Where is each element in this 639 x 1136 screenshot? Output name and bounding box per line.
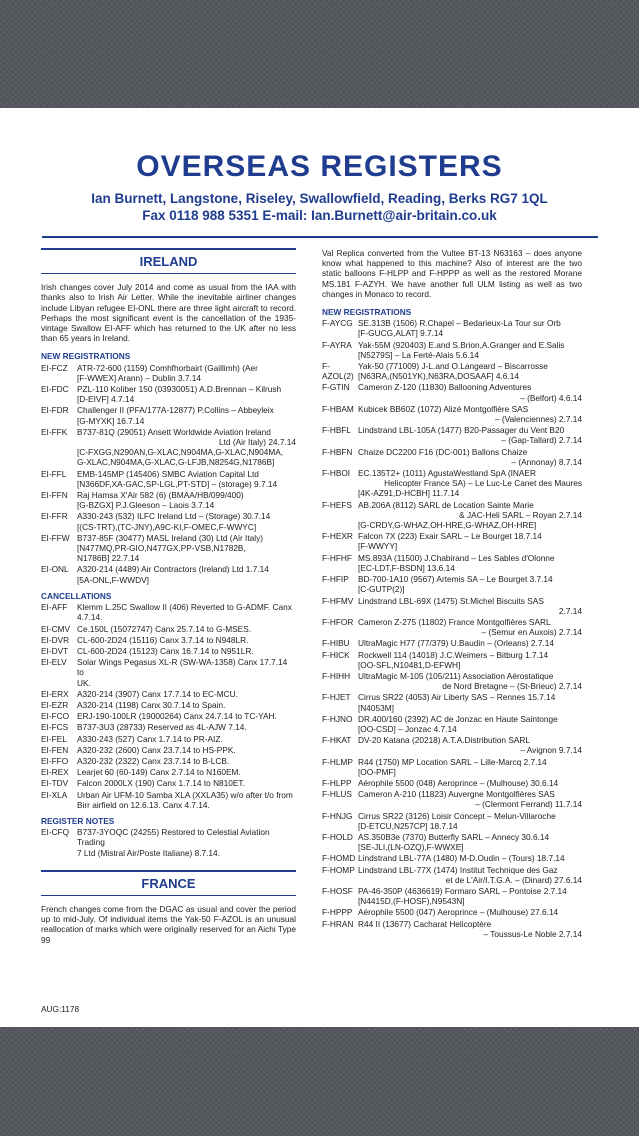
registration-entry xyxy=(322,425,582,445)
entry-line: Klemm L.25C Swallow II (406) Reverted to G-ADMF. Canx xyxy=(77,602,292,613)
entry-line: ATR-72-600 (1159) Comhfhorbairt (Gaillimh) (Aer xyxy=(77,362,258,373)
registration-mark: F-HIBU xyxy=(322,638,350,649)
entry-line: [F-WWEX] Arann) – Dublin 3.7.14 xyxy=(77,372,202,383)
entry-line: B737-81Q (29051) Ansett Worldwide Aviation Ireland xyxy=(77,426,271,437)
registration-mark: F-AYCG xyxy=(322,318,353,329)
entry-details xyxy=(358,361,582,381)
entry-line: CL-600-2D24 (15123) Canx 16.7.14 to N951LR. xyxy=(77,645,254,656)
registration-entry xyxy=(322,531,582,551)
entry-details xyxy=(77,745,296,755)
entry-line: B737-3YOQC (24255) Restored to Celestial Aviation Trading xyxy=(77,827,270,848)
entry-line: DV-20 Katana (20218) A.T.A.Distribution SARL xyxy=(358,735,531,746)
section-heading-france: FRANCE xyxy=(41,870,296,896)
entry-line: de Nord Bretagne – (St-Brieuc) 2.7.14 xyxy=(442,681,582,692)
entry-line: [OO-SFL,N10481,D-EFWH] xyxy=(358,659,461,670)
entry-details xyxy=(77,689,296,699)
entry-details xyxy=(358,811,582,831)
registration-entry xyxy=(322,553,582,573)
entry-details xyxy=(77,767,296,777)
registration-entry xyxy=(322,907,582,917)
entry-line: [EC-LDT,F-BSDN] 13.6.14 xyxy=(358,562,455,573)
registration-entry xyxy=(322,617,582,637)
cancellation-entry xyxy=(41,700,296,710)
cancellation-entry xyxy=(41,778,296,788)
registration-mark: EI-CFQ xyxy=(41,827,70,838)
registration-mark: EI-FFR xyxy=(41,511,68,522)
entry-details xyxy=(77,469,296,489)
entry-details xyxy=(77,790,296,810)
entry-details xyxy=(358,778,582,788)
registration-mark: EI-FEL xyxy=(41,733,67,744)
registration-entry xyxy=(322,318,582,338)
cancellation-entry xyxy=(41,711,296,721)
registration-entry xyxy=(322,500,582,531)
registration-mark: EI-FFW xyxy=(41,532,70,543)
entry-line: Yak-50 (771009) J-L.and O.Langeard – Biscarrosse xyxy=(358,361,548,372)
entry-line: B737-85F (30477) MASL Ireland (30) Ltd (Air Italy) xyxy=(77,532,263,543)
entry-details xyxy=(358,692,582,712)
entry-line: Kubicek BB60Z (1072) Alizé Montgolfière SAS xyxy=(358,403,529,414)
entry-details xyxy=(358,907,582,917)
entry-line: Urban Air UFM-10 Samba XLA (XXLA35) w/o after t/o from xyxy=(77,789,293,800)
entry-line: Birr airfield on 12.6.13. Canx 4.7.14. xyxy=(77,799,210,810)
entry-line: – (Belfort) 4.6.14 xyxy=(520,392,582,403)
registration-mark: F-HBFL xyxy=(322,425,352,436)
registration-mark: EI-FCS xyxy=(41,722,69,733)
entry-details xyxy=(358,638,582,648)
registration-mark: EI-REX xyxy=(41,767,69,778)
registration-entry xyxy=(41,427,296,468)
entry-details xyxy=(77,564,296,584)
registration-entry xyxy=(322,671,582,691)
left-column xyxy=(41,248,296,953)
registration-mark: F-HPPP xyxy=(322,907,353,918)
entry-line: Falcon 7X (223) Exair SARL – Le Bourget 18.7.14 xyxy=(358,531,542,542)
registration-entry xyxy=(322,404,582,424)
entry-line: MS.893A (11500) J.Chabirand – Les Sables d'Olonne xyxy=(358,552,555,563)
registration-entry xyxy=(41,533,296,564)
magazine-page xyxy=(0,108,639,1027)
registration-mark: F-HBOI xyxy=(322,468,351,479)
entry-line: Cameron A-210 (11823) Auvergne Montgolfières SAS xyxy=(358,789,555,800)
subheading-cancellations: CANCELLATIONS xyxy=(41,590,112,601)
entry-details xyxy=(77,624,296,634)
entry-line: Lindstrand LBL-77A (1480) M-D.Oudin – (Tours) 18.7.14 xyxy=(358,853,565,864)
registration-mark: F-HKAT xyxy=(322,735,352,746)
entry-line: EMB-145MP (145406) SMBC Aviation Capital Ltd xyxy=(77,468,259,479)
entry-line: [C-FXGG,N290AN,G-XLAC,N904MA,G-XLAC,N904MA, xyxy=(77,447,284,458)
registration-mark: F-HLPP xyxy=(322,777,352,788)
bottom-background-band xyxy=(0,1027,639,1136)
entry-details xyxy=(77,711,296,721)
entry-details xyxy=(77,490,296,510)
entry-line: – (Semur en Auxois) 2.7.14 xyxy=(481,627,582,638)
registration-mark: F-HFIP xyxy=(322,574,349,585)
cancellation-entry xyxy=(41,745,296,755)
entry-line: [OO-PMF] xyxy=(358,766,396,777)
registration-entry xyxy=(322,886,582,906)
entry-line: Learjet 60 (60-149) Canx 2.7.14 to N160EM. xyxy=(77,767,241,778)
entry-line: A320-214 (3907) Canx 17.7.14 to EC-MCU. xyxy=(77,688,238,699)
cancellation-entry xyxy=(41,734,296,744)
registration-mark: F-HBFN xyxy=(322,446,353,457)
registration-mark: EI-DVR xyxy=(41,634,70,645)
registration-mark: F-HFHF xyxy=(322,552,352,563)
entry-line: [F-WWYY] xyxy=(358,541,398,552)
entry-details xyxy=(358,886,582,906)
entry-line: Aérophile 5500 (047) Aeroprince – (Mulhouse) 27.6.14 xyxy=(358,907,559,918)
entry-line: Chaize DC2200 F16 (DC-001) Ballons Chaize xyxy=(358,446,528,457)
registration-entry xyxy=(322,832,582,852)
entry-details xyxy=(77,657,296,688)
entry-details xyxy=(77,511,296,531)
entry-line: – (Clermont Ferrand) 11.7.14 xyxy=(475,799,582,810)
entry-details xyxy=(358,404,582,424)
entry-line: ERJ-190-100LR (19000264) Canx 24.7.14 to TC-YAH. xyxy=(77,711,277,722)
registration-mark: F-HIHH xyxy=(322,670,351,681)
entry-details xyxy=(358,832,582,852)
entry-details xyxy=(358,447,582,467)
entry-details xyxy=(358,500,582,531)
registration-mark: F-HOMP xyxy=(322,864,355,875)
registration-mark: F-HOSF xyxy=(322,885,353,896)
subheading-register-notes: REGISTER NOTES xyxy=(41,815,115,826)
registration-mark: EI-FEN xyxy=(41,744,69,755)
entry-line: B737-3U3 (28733) Reserved as 4L-AJW 7.14. xyxy=(77,722,247,733)
registration-mark: EI-FDC xyxy=(41,384,69,395)
registration-mark: F-HEFS xyxy=(322,499,352,510)
registration-mark: EI-FCZ xyxy=(41,362,68,373)
registration-mark: F-HLMP xyxy=(322,756,353,767)
entry-line: – Avignon 9.7.14 xyxy=(520,745,582,756)
entry-line: Ce.150L (15072747) Canx 25.7.14 to G-MSES. xyxy=(77,623,252,634)
entry-line: [N4053M] xyxy=(358,702,394,713)
registration-entry xyxy=(322,650,582,670)
page-header xyxy=(0,150,639,224)
cancellation-entry xyxy=(41,790,296,810)
subheading-new-registrations: NEW REGISTRATIONS xyxy=(322,307,412,318)
registration-entry xyxy=(322,714,582,734)
registration-entry xyxy=(322,778,582,788)
entry-line: A330-243 (527) Canx 1.7.14 to PR-AIZ. xyxy=(77,733,223,744)
entry-line: BD-700-1A10 (9567) Artemis SA – Le Bourget 3.7.14 xyxy=(358,574,553,585)
registration-mark: EI-ERX xyxy=(41,688,69,699)
registration-entry xyxy=(41,469,296,489)
entry-details xyxy=(358,617,582,637)
entry-line: UltraMagic H77 (77/379) U.Baudin – (Orleans) 2.7.14 xyxy=(358,638,554,649)
registration-mark: EI-FFK xyxy=(41,426,68,437)
registration-mark: EI-FDR xyxy=(41,405,69,416)
entry-details xyxy=(358,714,582,734)
registration-mark: EI-FFN xyxy=(41,490,68,501)
register-note-entry xyxy=(41,827,296,858)
entry-details xyxy=(358,919,582,939)
editor-contact: Fax 0118 988 5351 E-mail: Ian.Burnett@air-britain.co.uk xyxy=(142,208,497,223)
registration-entry xyxy=(322,865,582,885)
entry-line: [5A-ONL,F-WWDV] xyxy=(77,574,149,585)
registration-entry xyxy=(322,919,582,939)
subheading-new-registrations: NEW REGISTRATIONS xyxy=(41,351,131,362)
entry-line: 7 Ltd (Mistral Air/Poste Italiane) 8.7.14. xyxy=(77,847,220,858)
registration-entry xyxy=(322,382,582,402)
entry-line: R44 II (13677) Cacharat Helicoptère xyxy=(358,918,492,929)
registration-entry xyxy=(41,564,296,584)
registration-entry xyxy=(322,735,582,755)
registration-mark: F-HFMV xyxy=(322,595,354,606)
entry-line: G-XLAC,N904MA,G-XLAC,G-LFJB,N8254G,N1786B] xyxy=(77,457,275,468)
entry-details xyxy=(358,340,582,360)
entry-line: A330-243 (532) ILFC Ireland Ltd – (Storage) 30.7.14 xyxy=(77,511,271,522)
registration-mark: F-HLUS xyxy=(322,789,352,800)
entry-details xyxy=(358,382,582,402)
entry-details xyxy=(358,865,582,885)
entry-details xyxy=(358,468,582,499)
entry-details xyxy=(77,827,296,858)
registration-mark: EI-ELV xyxy=(41,657,67,668)
entry-line: Solar Wings Pegasus XL-R (SW-WA-1358) Canx 17.7.14 to xyxy=(77,657,288,678)
entry-details xyxy=(77,602,296,622)
entry-details xyxy=(77,700,296,710)
header-rule xyxy=(42,236,598,238)
registration-entry xyxy=(322,447,582,467)
entry-details xyxy=(358,789,582,809)
registration-mark: F-AZOL(2) xyxy=(322,361,354,382)
entry-line: Ltd (Air Italy) 24.7.14 xyxy=(218,437,296,448)
entry-line: [4K-AZ91,D-HCBH] 11.7.14 xyxy=(358,488,460,499)
entry-details xyxy=(358,757,582,777)
entry-line: [D-EIVF] 4.7.14 xyxy=(77,394,135,405)
registration-mark: F-HJET xyxy=(322,692,351,703)
registration-mark: EI-TDV xyxy=(41,778,69,789)
registration-mark: EI-ONL xyxy=(41,564,69,575)
registration-mark: EI-FCO xyxy=(41,711,70,722)
right-column xyxy=(322,248,582,940)
entry-details xyxy=(77,778,296,788)
entry-line: [C-GUTP(2)] xyxy=(358,584,405,595)
entry-line: – (Gap-Tallard) 2.7.14 xyxy=(501,435,582,446)
registration-entry xyxy=(322,574,582,594)
registration-entry xyxy=(41,384,296,404)
entry-line: [D-ETCU,N257CP] 18.7.14 xyxy=(358,820,458,831)
entry-line: R44 (1750) MP Location SARL – Lille-Marcq 2.7.14 xyxy=(358,756,547,767)
registration-entry xyxy=(322,789,582,809)
france-intro: French changes come from the DGAC as usual and cover the period up to mid-July. Of individual items the Yak-50 F-AZOL is an unusual reallocation of marks which were originally reserved for an Aichi Type 99 xyxy=(41,903,296,945)
registration-mark: F-HJNO xyxy=(322,713,353,724)
cancellation-entry xyxy=(41,756,296,766)
entry-line: [N5279S] – La Ferté-Alais 5.6.14 xyxy=(358,349,479,360)
entry-line: A320-232 (2322) Canx 23.7.14 to B-LCB. xyxy=(77,755,230,766)
entry-line: – (Valenciennes) 2.7.14 xyxy=(494,414,582,425)
entry-line: Lindstrand LBL-105A (1477) B20-Passager du Vent B20 xyxy=(358,425,565,436)
entry-details xyxy=(358,735,582,755)
registration-mark: F-GTIN xyxy=(322,382,350,393)
entry-line: AB.206A (8112) SARL de Location Sainte Marie xyxy=(358,499,534,510)
ireland-new-registrations-list xyxy=(41,363,296,585)
entry-details xyxy=(77,363,296,383)
entry-line: N1786B] 22.7.14 xyxy=(77,553,140,564)
registration-entry xyxy=(322,361,582,381)
entry-line: Cirrus SR22 (3126) Loisir Concept – Melun-Villaroche xyxy=(358,810,556,821)
cancellation-entry xyxy=(41,646,296,656)
entry-details xyxy=(358,425,582,445)
registration-mark: F-HNJG xyxy=(322,810,353,821)
entry-line: CL-600-2D24 (15116) Canx 3.7.14 to N948LR. xyxy=(77,634,249,645)
registration-mark: F-AYRA xyxy=(322,339,352,350)
registration-entry xyxy=(322,340,582,360)
entry-line: [SE-JLI,(LN-OZQ),F-WWXE] xyxy=(358,842,464,853)
entry-line: AS.350B3e (7370) Butterfly SARL – Annecy 30.6.14 xyxy=(358,831,550,842)
ireland-register-notes-list xyxy=(41,827,296,858)
entry-details xyxy=(77,384,296,404)
cancellation-entry xyxy=(41,722,296,732)
entry-line: Lindstrand LBL-77X (1474) Institut Technique des Gaz xyxy=(358,864,558,875)
registration-entry xyxy=(41,363,296,383)
registration-entry xyxy=(322,468,582,499)
ireland-intro: Irish changes cover July 2014 and come as usual from the IAA with thanks also to Irish Air Letter. While the inevitable airliner changes include Libyan refugee EI-ONL there are three light aircraft to record. Perhaps the most significant event is the cancellation of the 1935-vintage Swallow EI-AFF which has returned to the UK after no less than 65 years in Ireland. xyxy=(41,282,296,344)
entry-line: PA-46-350P (4636619) Formaro SARL – Pontoise 2.7.14 xyxy=(358,885,567,896)
france-new-registrations-list xyxy=(322,318,582,939)
ireland-cancellations-list xyxy=(41,602,296,810)
entry-details xyxy=(77,533,296,564)
entry-line: SE.313B (1506) R.Chapel – Bedarieux-La Tour sur Orb xyxy=(358,318,561,329)
registration-entry xyxy=(322,638,582,648)
registration-mark: EI-AFF xyxy=(41,602,68,613)
entry-details xyxy=(77,646,296,656)
entry-line: [G-BZGX] P.J.Gleeson – Laois 3.7.14 xyxy=(77,500,215,511)
entry-details xyxy=(358,853,582,863)
entry-details xyxy=(77,734,296,744)
registration-mark: F-HBAM xyxy=(322,403,354,414)
entry-line: 4.7.14. xyxy=(77,612,103,623)
entry-line: Rockwell 114 (14018) J.C.Weimers – Bitburg 1.7.14 xyxy=(358,649,549,660)
registration-mark: EI-DVT xyxy=(41,645,69,656)
entry-line: [G-MYXK] 16.7.14 xyxy=(77,415,145,426)
registration-mark: EI-CMV xyxy=(41,623,71,634)
entry-line: Lindstrand LBL-69X (1475) St.Michel Biscuits SAS xyxy=(358,595,544,606)
entry-line: Cirrus SR22 (4053) Air Liberty SAS – Rennes 15.7.14 xyxy=(358,692,556,703)
entry-line: Yak-55M (920403) E.and S.Brion,A.Granger and E.Salis xyxy=(358,339,565,350)
entry-line: & JAC-Heli SARL – Royan 2.7.14 xyxy=(459,509,582,520)
entry-details xyxy=(358,318,582,338)
registration-mark: F-HFOR xyxy=(322,616,354,627)
entry-line: Helicopter France SA) – Le Luc-Le Canet des Maures xyxy=(384,478,582,489)
registration-entry xyxy=(322,692,582,712)
page-title: OVERSEAS REGISTERS xyxy=(136,150,503,183)
entry-line: [N477MQ,PR-GIO,N477GX,PP-VSB,N1782B, xyxy=(77,543,246,554)
registration-mark: EI-EZR xyxy=(41,699,69,710)
entry-line: [N366DF,XA-GAC,SP-LGL,PT-STD] – (storage) 9.7.14 xyxy=(77,478,278,489)
registration-entry xyxy=(322,596,582,616)
page-number: AUG:1178 xyxy=(41,1004,80,1014)
registration-entry xyxy=(41,490,296,510)
entry-line: Challenger II (PFA/177A-12877) P.Collins – Abbeyleix xyxy=(77,405,274,416)
registration-mark: EI-FFL xyxy=(41,468,67,479)
entry-line: [N63RA,(N501YK),N63RA,DOSAAF] 4.6.14 xyxy=(358,371,519,382)
entry-line: UltraMagic M-105 (105/211) Association Aérostatique xyxy=(358,670,554,681)
entry-line: [(CS-TRT),(TC-JNY),A9C-KI,F-OMEC,F-WWYC] xyxy=(77,521,257,532)
cancellation-entry xyxy=(41,624,296,634)
entry-details xyxy=(77,427,296,468)
cancellation-entry xyxy=(41,602,296,622)
entry-details xyxy=(77,756,296,766)
entry-line: A320-232 (2600) Canx 23.7.14 to HS-PPK. xyxy=(77,744,236,755)
registration-entry xyxy=(322,811,582,831)
registration-mark: F-HOMD xyxy=(322,853,356,864)
entry-details xyxy=(358,531,582,551)
entry-details xyxy=(358,671,582,691)
section-heading-ireland: IRELAND xyxy=(41,248,296,274)
entry-line: A320-214 (4489) Air Contractors (Ireland) Ltd 1.7.14 xyxy=(77,564,269,575)
entry-line: – (Annonay) 8.7.14 xyxy=(511,456,582,467)
entry-details xyxy=(358,650,582,670)
entry-line: UK. xyxy=(77,677,91,688)
editor-address: Ian Burnett, Langstone, Riseley, Swallowfield, Reading, Berks RG7 1QL xyxy=(91,191,548,206)
entry-line: Cameron Z-275 (11802) France Montgolfières SARL xyxy=(358,616,551,627)
registration-entry xyxy=(41,511,296,531)
entry-line: Aérophile 5500 (048) Aeroprince – (Mulhouse) 30.6.14 xyxy=(358,777,559,788)
entry-line: A320-214 (1198) Canx 30.7.14 to Spain. xyxy=(77,699,226,710)
entry-line: EC.135T2+ (1011) AgustaWestland SpA (INAER xyxy=(358,468,536,479)
entry-details xyxy=(77,405,296,425)
entry-line: Raj Hamsa X'Air 582 (6) (BMAA/HB/099/400) xyxy=(77,490,244,501)
top-background-band xyxy=(0,0,639,108)
cancellation-entry xyxy=(41,657,296,688)
entry-line: DR.400/160 (2392) AC de Jonzac en Haute Saintonge xyxy=(358,713,558,724)
registration-mark: F-HRAN xyxy=(322,918,354,929)
entry-line: – Toussus-Le Noble 2.7.14 xyxy=(483,928,582,939)
registration-mark: EI-XLA xyxy=(41,789,68,800)
entry-line: 2.7.14 xyxy=(558,605,582,616)
registration-entry xyxy=(41,405,296,425)
registration-entry xyxy=(322,757,582,777)
entry-line: Cameron Z-120 (11830) Ballooning Adventures xyxy=(358,382,532,393)
entry-line: [G-CRDY,G-WHAZ,OH-HRE,G-WHAZ,OH-HRE] xyxy=(358,520,537,531)
entry-details xyxy=(358,574,582,594)
france-intro-continued: Val Replica converted from the Vultee BT-13 N63163 – does anyone know what happened to this machine? Also of interest are the two static balloons F-HLPP and F-HPPP as well as the restored Morane MS.181 F-AZYH. We have another full ULM listing as well as two changes in Monaco to record. xyxy=(322,248,582,299)
cancellation-entry xyxy=(41,767,296,777)
entry-line: Falcon 2000LX (190) Canx 1.7.14 to N810ET. xyxy=(77,778,245,789)
entry-details xyxy=(77,722,296,732)
entry-details xyxy=(358,596,582,616)
entry-line: [OO-CSD] – Jonzac 4.7.14 xyxy=(358,723,457,734)
cancellation-entry xyxy=(41,689,296,699)
registration-mark: F-HICK xyxy=(322,649,350,660)
cancellation-entry xyxy=(41,635,296,645)
entry-line: [N4415D,(F-HOSF),N9543N] xyxy=(358,896,465,907)
registration-mark: F-HEXR xyxy=(322,531,353,542)
entry-line: et de L'Air/I.T.G.A. – (Dinard) 27.6.14 xyxy=(445,874,582,885)
entry-details xyxy=(77,635,296,645)
entry-details xyxy=(358,553,582,573)
entry-line: [F-GUCG,ALAT] 9.7.14 xyxy=(358,328,444,339)
registration-mark: F-HOLD xyxy=(322,831,353,842)
registration-entry xyxy=(322,853,582,863)
registration-mark: EI-FFO xyxy=(41,755,69,766)
entry-line: PZL-110 Koliber 150 (03930051) A.D.Brennan – Kilrush xyxy=(77,384,282,395)
